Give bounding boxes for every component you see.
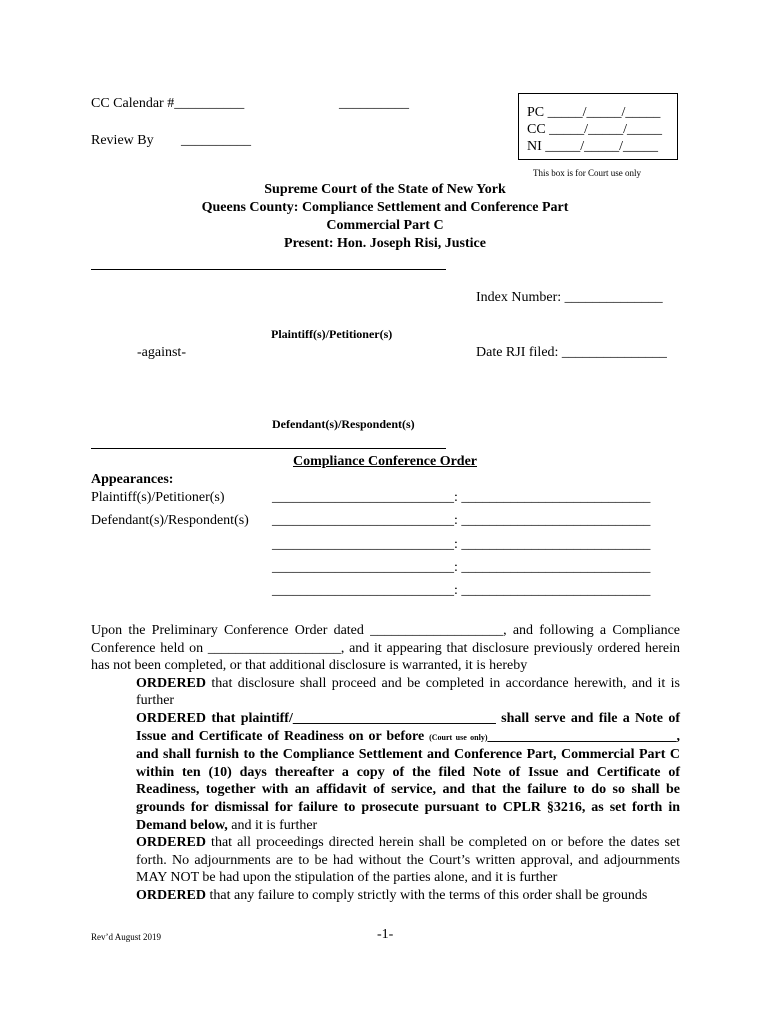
revision-date: Rev’d August 2019	[91, 932, 162, 942]
body-paragraph-ordered-1	[91, 675, 680, 710]
review-by-blank: __________	[181, 133, 251, 148]
date-rji-filed: Date RJI filed: _______________	[476, 345, 667, 360]
court-justice: Present: Hon. Joseph Risi, Justice	[284, 236, 486, 251]
caption-bottom-rule	[91, 448, 446, 449]
appearance-blank-line: __________________________: ___________________________	[272, 490, 651, 505]
note-of-issue-text-b: ___________________________, and shall furnish to the Compliance Settlement and Conference Part, Commercial Part C within ten (10) days thereafter a copy of the filed Note of Issue and Certificate of Readiness, together with an affidavit of service, and that the failure to do so shall be grounds for dismissal for failure to prosecute pursuant to CPLR §3216, as set forth in Demand below,	[136, 728, 680, 833]
appearance-blank-line: __________________________: ___________________________	[272, 513, 651, 528]
paragraph-tail: and it is further	[227, 817, 318, 833]
caption-top-rule	[91, 269, 446, 270]
note-of-issue-text-a: ORDERED that plaintiff/_____________________________ shall serve and file a Note of Issue and Certificate of Readiness on or before	[136, 710, 680, 744]
paragraph-text: that any failure to comply strictly with the terms of this order shall be grounds	[206, 887, 648, 903]
box-note: This box is for Court use only	[533, 168, 641, 178]
header-blank: __________	[339, 96, 409, 111]
court-name: Supreme Court of the State of New York	[264, 182, 506, 197]
appearance-blank-line: __________________________: ___________________________	[272, 560, 651, 575]
ordered-label: ORDERED	[136, 675, 207, 691]
court-use-box	[518, 93, 678, 160]
paragraph-text: that disclosure shall proceed and be completed in accordance herewith, and it is further	[136, 675, 680, 709]
ordered-label: ORDERED	[136, 835, 207, 851]
paragraph-text: that all proceedings directed herein shall be completed on or before the dates set forth. No adjournments are to be had without the Court’s written approval, and adjournments MAY NOT be had upon the stipulation of the parties alone, and it is further	[136, 835, 680, 886]
order-title: Compliance Conference Order	[292, 454, 478, 469]
appearance-plaintiff-label: Plaintiff(s)/Petitioner(s)	[91, 490, 225, 505]
body-paragraph-ordered-4	[91, 887, 680, 905]
appearance-defendant-label: Defendant(s)/Respondent(s)	[91, 513, 249, 528]
box-line-pc: PC _____/_____/_____	[527, 105, 661, 120]
box-line-ni: NI _____/_____/_____	[527, 139, 659, 154]
court-use-only-label: (Court use only)	[429, 732, 488, 742]
plaintiff-label: Plaintiff(s)/Petitioner(s)	[271, 327, 393, 341]
index-number: Index Number: ______________	[476, 290, 663, 305]
against-label: -against-	[137, 345, 186, 360]
appearance-blank-line: __________________________: ___________________________	[272, 537, 651, 552]
court-county: Queens County: Compliance Settlement and Conference Part	[201, 200, 569, 215]
appearances-heading: Appearances:	[91, 472, 174, 487]
defendant-label: Defendant(s)/Respondent(s)	[272, 417, 415, 431]
box-line-cc: CC _____/_____/_____	[527, 122, 662, 137]
body-paragraph-ordered-3	[91, 834, 680, 887]
body-paragraph-ordered-2	[91, 710, 680, 834]
page-number: -1-	[377, 927, 394, 942]
appearance-blank-line: __________________________: ___________________________	[272, 583, 651, 598]
order-body	[91, 622, 680, 905]
cc-calendar-label: CC Calendar #__________	[91, 96, 245, 111]
body-paragraph-intro: Upon the Preliminary Conference Order dated ___________________, and following a Compliance Conference held on ___________________, and it appearing that disclosure previously ordered herein has not been completed, or that additional disclosure is warranted, it is hereby	[91, 623, 680, 674]
review-by-label: Review By	[91, 133, 154, 148]
ordered-label: ORDERED	[136, 887, 207, 903]
court-part: Commercial Part C	[326, 218, 444, 233]
